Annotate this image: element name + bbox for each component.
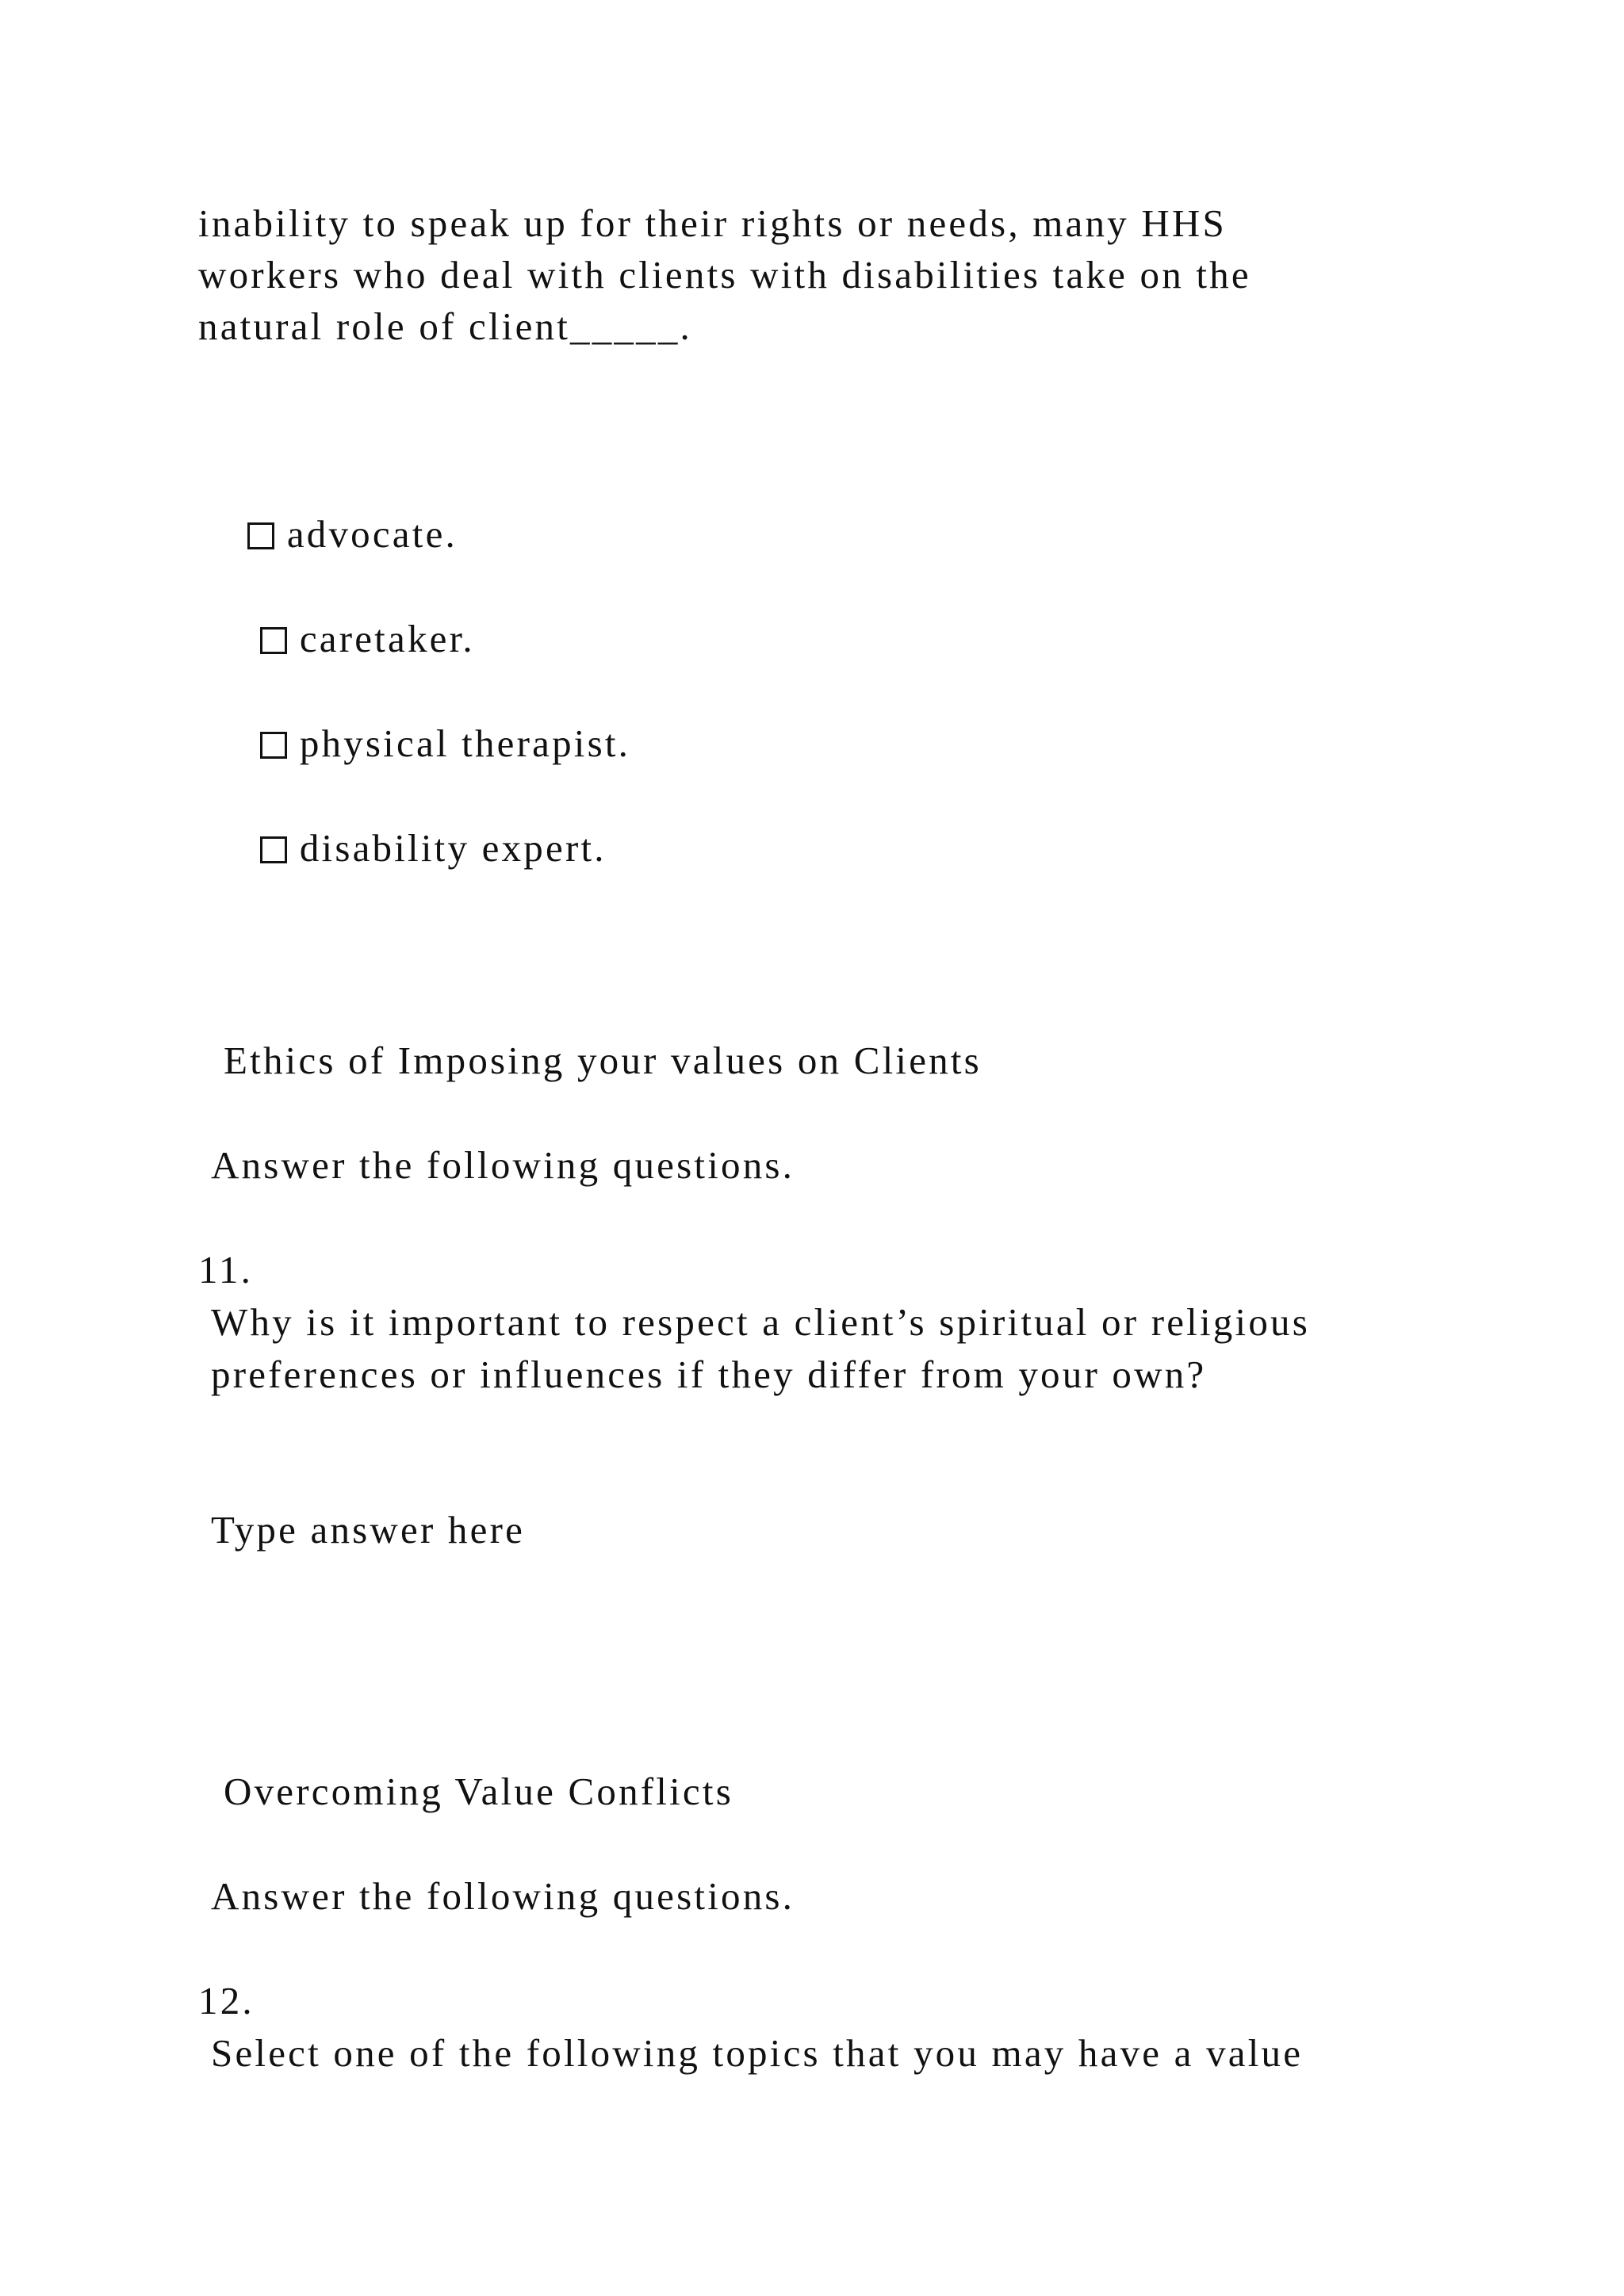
option-label: disability expert. [299,826,607,870]
question-12-number: 12. [198,1979,255,2022]
question-10-stem-line-1: inability to speak up for their rights or needs, many HHS [198,201,1227,245]
question-10-stem-line-2: workers who deal with clients with disabilities take on the [198,253,1251,297]
checkbox-icon[interactable] [260,732,287,759]
option-disability-expert[interactable] [211,772,607,924]
checkbox-icon[interactable] [260,627,287,654]
question-11-line-1: Why is it important to respect a client’s spiritual or religious [211,1300,1310,1344]
option-label: physical therapist. [299,721,631,765]
option-label: caretaker. [299,617,475,660]
checkbox-icon[interactable] [247,522,274,549]
instruction-conflicts: Answer the following questions. [211,1874,795,1918]
section-heading-value-conflicts: Overcoming Value Conflicts [224,1770,733,1813]
question-10-stem-line-3: natural role of client_____. [198,304,692,348]
question-11-number: 11. [198,1248,254,1292]
instruction-ethics: Answer the following questions. [211,1143,795,1187]
question-11-line-2: preferences or influences if they differ from your own? [211,1353,1207,1396]
checkbox-icon[interactable] [260,836,287,863]
option-label: advocate. [286,512,458,556]
section-heading-ethics: Ethics of Imposing your values on Clients [224,1039,982,1082]
answer-field[interactable]: Type answer here [211,1508,526,1552]
question-12-line-1: Select one of the following topics that you may have a value [211,2031,1304,2075]
